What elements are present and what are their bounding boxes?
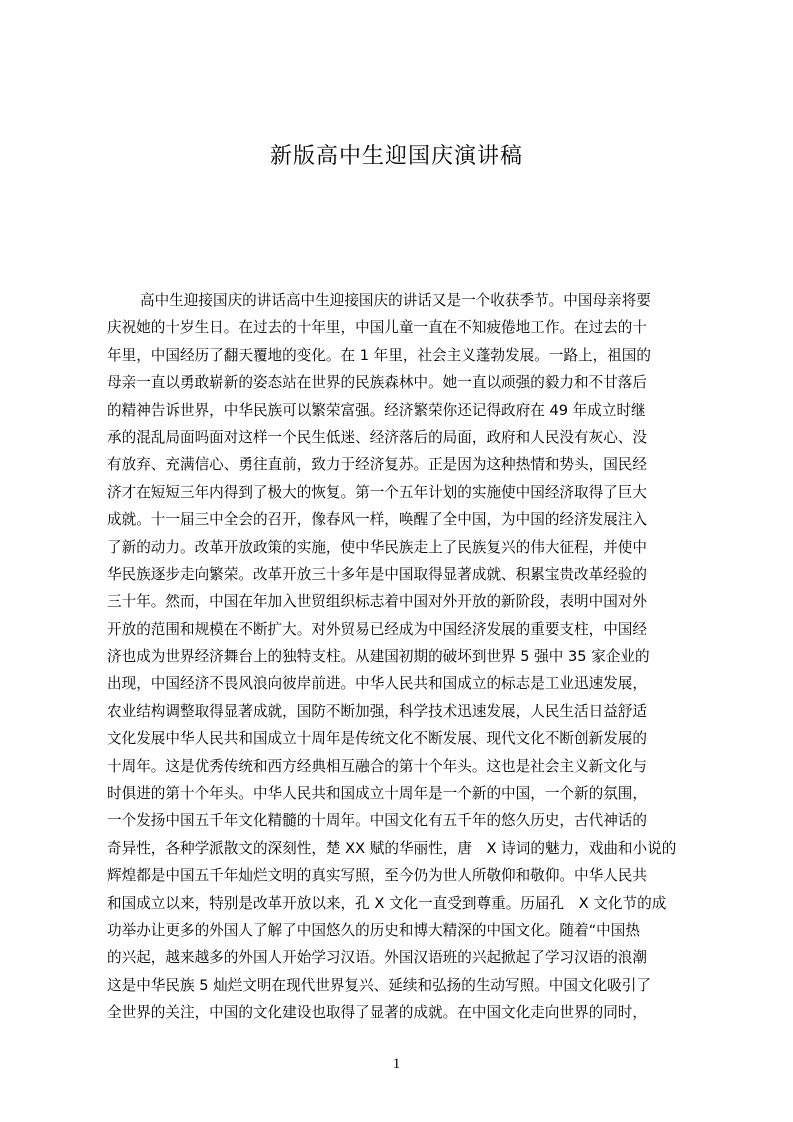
body-text-line: 一个发扬中国五千年文化精髓的十周年。中国文化有五千年的悠久历史，古代神话的: [107, 812, 647, 830]
body-text-line: 成就。十一届三中全会的召开，像春风一样，唤醒了全中国，为中国的经济发展注入: [107, 511, 647, 529]
body-text-line: 农业结构调整取得显著成就，国防不断加强，科学技术迅速发展，人民生活日益舒适: [107, 702, 647, 720]
body-text-line: 开放的范围和规模在不断扩大。对外贸易已经成为中国经济发展的重要支柱，中国经: [107, 620, 647, 638]
body-text-line: 有放弃、充满信心、勇往直前，致力于经济复苏。正是因为这种热情和势头，国民经: [107, 456, 647, 474]
body-text-line: 时俱进的第十个年头。中华人民共和国成立十周年是一个新的中国，一个新的氛围，: [107, 785, 647, 803]
document-body: [107, 287, 697, 1027]
body-text-line: 辉煌都是中国五千年灿烂文明的真实写照，至今仍为世人所敬仰和敬仰。中华人民共: [107, 867, 647, 885]
body-text-line: 高中生迎接国庆的讲话高中生迎接国庆的讲话又是一个收获季节。中国母亲将要: [140, 292, 651, 309]
body-text-line: 这是中华民族 5 灿烂文明在现代世界复兴、延续和弘扬的生动写照。中国文化吸引了: [107, 976, 651, 994]
body-text-line: 三十年。然而，中国在年加入世贸组织标志着中国对外开放的新阶段，表明中国对外: [107, 593, 647, 611]
body-text-line: 十周年。这是优秀传统和西方经典相互融合的第十个年头。这也是社会主义新文化与: [107, 757, 647, 775]
page-number: 1: [392, 1056, 401, 1072]
body-text-line: 全世界的关注，中国的文化建设也取得了显著的成就。在中国文化走向世界的同时，: [107, 1004, 647, 1022]
body-text-line: 年里，中国经历了翻天覆地的变化。在 1 年里，社会主义蓬勃发展。一路上，祖国的: [107, 346, 651, 364]
body-text-line: 文化发展中华人民共和国成立十周年是传统文化不断发展、现代文化不断创新发展的: [107, 730, 647, 748]
body-text-line: 的兴起，越来越多的外国人开始学习汉语。外国汉语班的兴起掀起了学习汉语的浪潮: [107, 949, 647, 967]
body-text-line: 奇异性，各种学派散文的深刻性，楚 XX 赋的华丽性，唐 X 诗词的魅力，戏曲和小说的: [107, 839, 677, 857]
body-text-line: 华民族逐步走向繁荣。改革开放三十多年是中国取得显著成就、积累宝贵改革经验的: [107, 565, 647, 583]
body-text-line: 出现，中国经济不畏风浪向彼岸前进。中华人民共和国成立的标志是工业迅速发展，: [107, 675, 647, 693]
body-text-line: 的精神告诉世界，中华民族可以繁荣富强。经济繁荣你还记得政府在 49 年成立时继: [107, 401, 646, 419]
body-text-line: 功举办让更多的外国人了解了中国悠久的历史和博大精深的中国文化。随着“中国热: [107, 921, 640, 939]
body-text-line: 母亲一直以勇敢崭新的姿态站在世界的民族森林中。她一直以顽强的毅力和不甘落后: [107, 374, 647, 392]
body-text-line: 了新的动力。改革开放政策的实施，使中华民族走上了民族复兴的伟大征程，并使中: [107, 538, 647, 556]
body-text-line: 承的混乱局面吗面对这样一个民生低迷、经济落后的局面，政府和人民没有灰心、没: [107, 428, 647, 446]
body-text-line: 和国成立以来，特别是改革开放以来，孔 X 文化一直受到尊重。历届孔 X 文化节的成: [107, 894, 667, 912]
body-text-line: 济也成为世界经济舞台上的独特支柱。从建国初期的破坏到世界 5 强中 35 家企业的: [107, 648, 650, 666]
document-title: 新版高中生迎国庆演讲稿: [269, 144, 523, 169]
body-text-line: 庆祝她的十岁生日。在过去的十年里，中国儿童一直在不知疲倦地工作。在过去的十: [107, 319, 647, 337]
body-text-line: 济才在短短三年内得到了极大的恢复。第一个五年计划的实施使中国经济取得了巨大: [107, 483, 647, 501]
